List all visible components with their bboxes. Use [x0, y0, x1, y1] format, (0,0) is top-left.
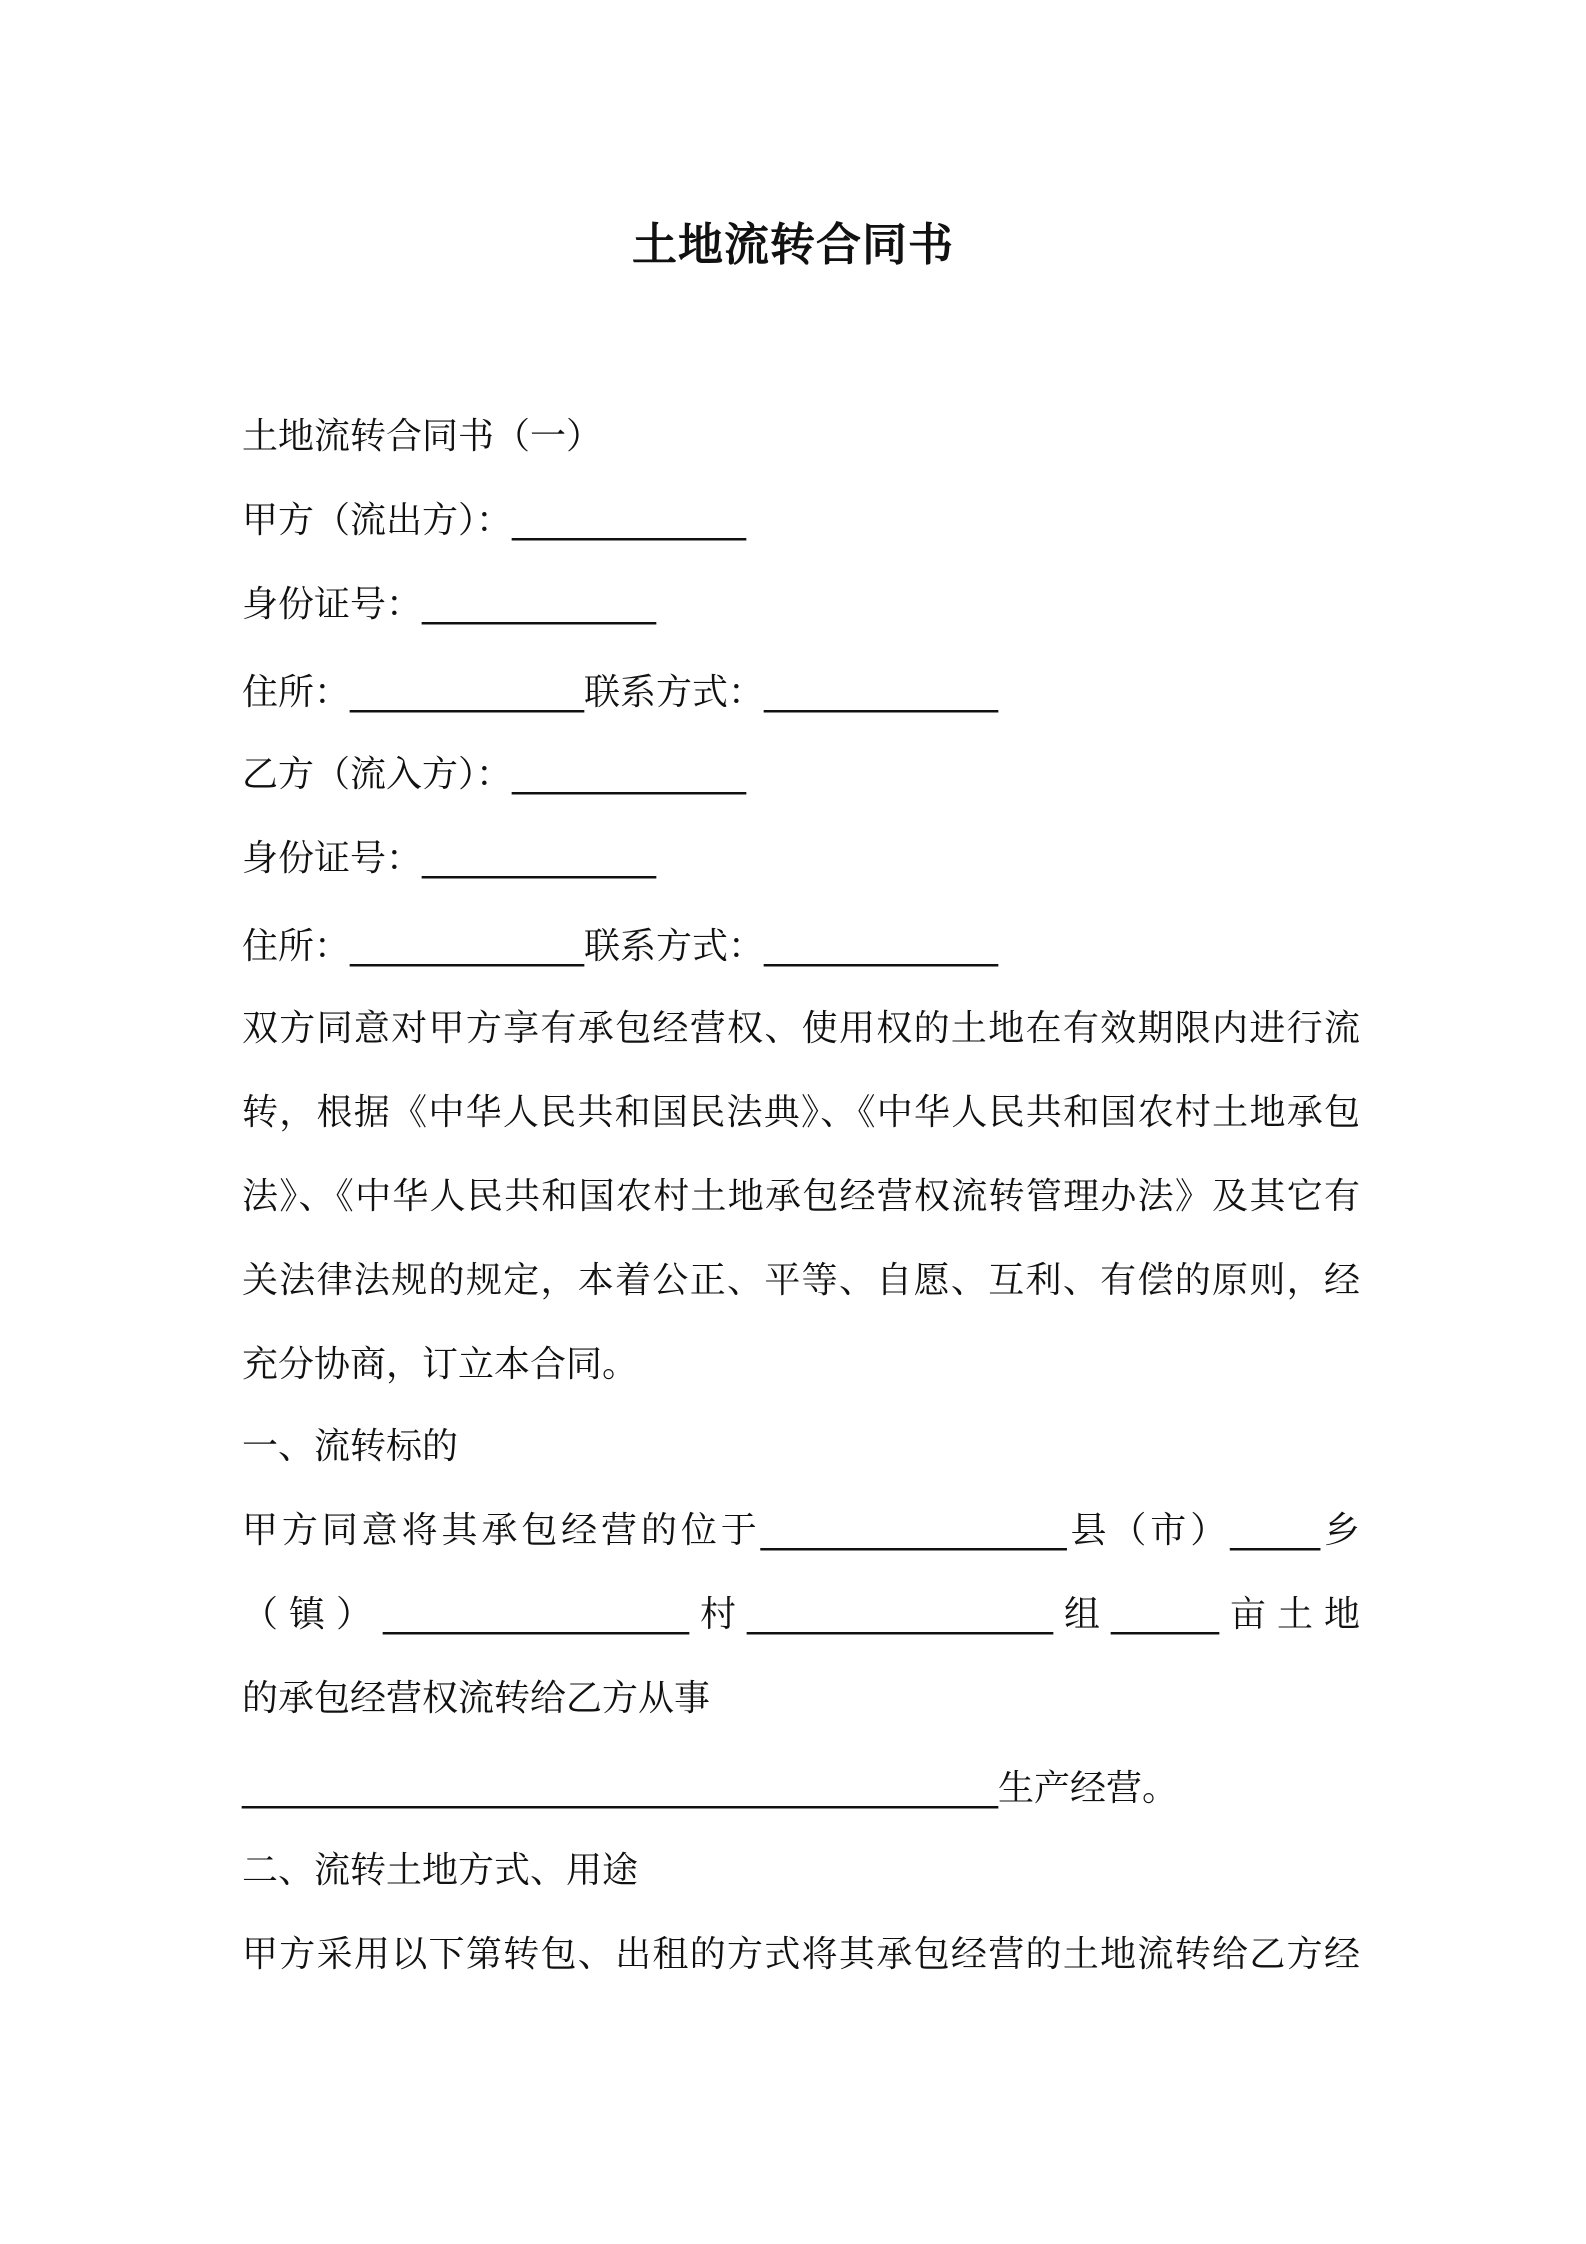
document-title: 土地流转合同书 [631, 218, 954, 271]
paragraph-line: 关法律法规的规定，本着公正、平等、自愿、互利、有偿的原则，经 [242, 1260, 1360, 1301]
party-b-id-field: 身份证号：_____________ [242, 838, 657, 879]
paragraph-line: 双方同意对甲方享有承包经营权、使用权的土地在有效期限内进行流 [242, 1008, 1360, 1049]
party-b-field: 乙方（流入方）：_____________ [242, 754, 747, 795]
clause-line: 甲方采用以下第转包、出租的方式将其承包经营的土地流转给乙方经 [242, 1934, 1360, 1975]
clause-line: 甲方同意将其承包经营的位于_________________县（市）_____乡 [242, 1510, 1360, 1551]
party-a-id-field: 身份证号：_____________ [242, 584, 657, 625]
paragraph-line: 充分协商，订立本合同。 [242, 1344, 639, 1385]
paragraph-line: 法》、《中华人民共和国农村土地承包经营权流转管理办法》及其它有 [242, 1176, 1360, 1217]
paragraph-line: 转，根据《中华人民共和国民法典》、《中华人民共和国农村土地承包 [242, 1092, 1360, 1133]
party-a-address-field: 住所：_____________联系方式：_____________ [242, 672, 999, 713]
clause-line: （镇）_________________村_________________组______亩土地 [242, 1594, 1360, 1635]
clause-line: 的承包经营权流转给乙方从事 [242, 1678, 711, 1719]
clause-line: __________________________________________生产经营。 [242, 1768, 1179, 1809]
clause-heading: 一、流转标的 [242, 1426, 459, 1467]
party-a-field: 甲方（流出方）：_____________ [242, 500, 747, 541]
clause-heading: 二、流转土地方式、用途 [242, 1850, 639, 1891]
party-b-address-field: 住所：_____________联系方式：_____________ [242, 926, 999, 967]
section-heading: 土地流转合同书（一） [242, 416, 603, 457]
